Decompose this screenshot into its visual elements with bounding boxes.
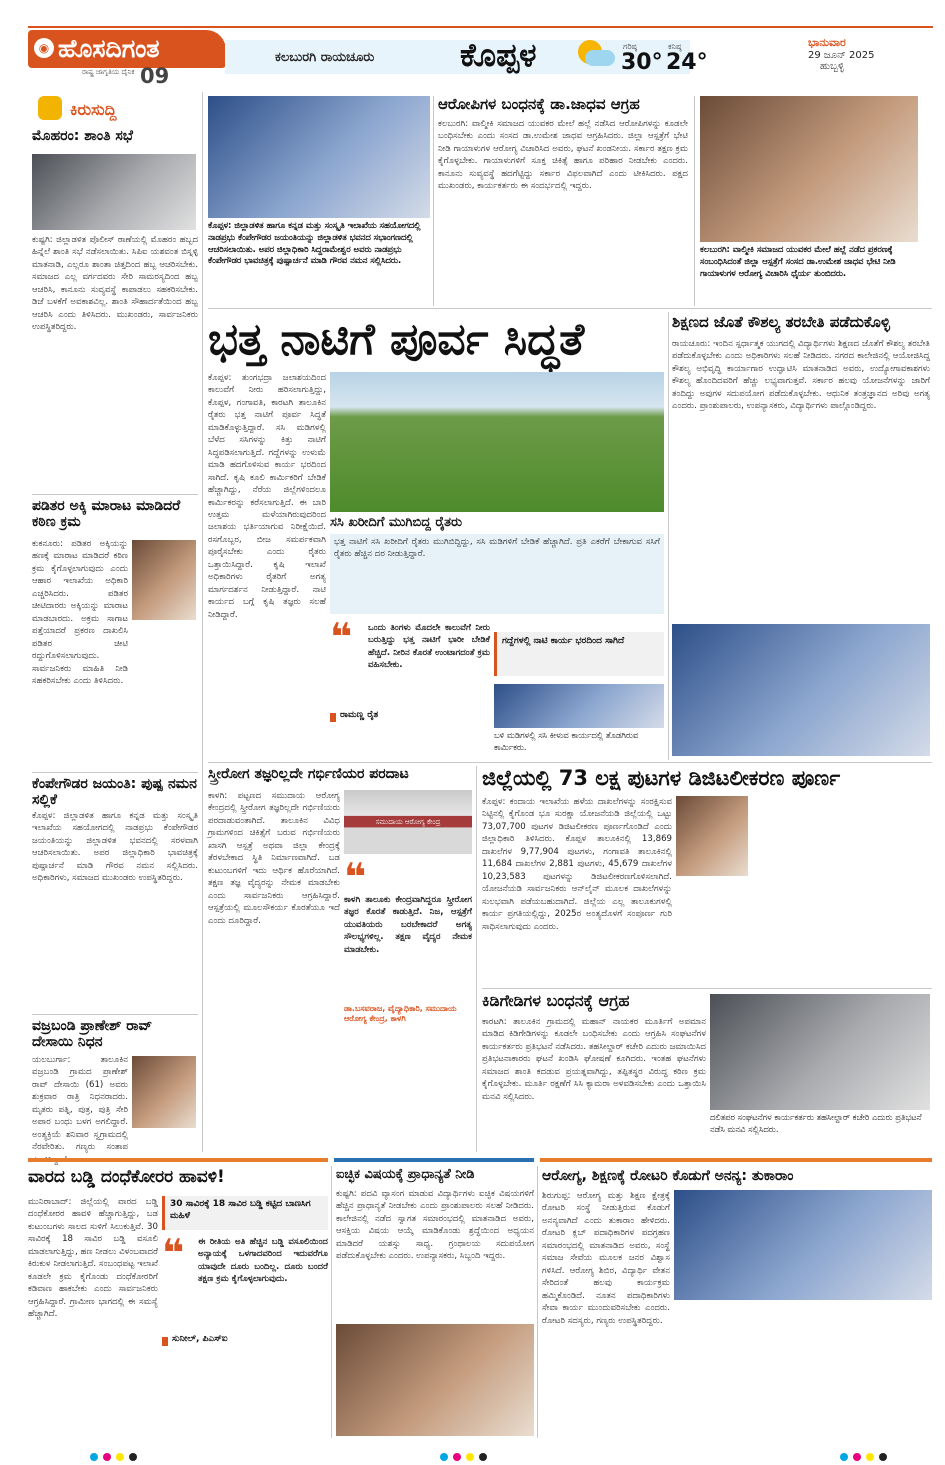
photo-caption: ಬಳಿ ಮಡಿಗಳಲ್ಲಿ ಸಸಿ ಕೀಳುವ ಕಾರ್ಯದಲ್ಲಿ ತೊಡಗಿರುವ ಕಾರ್ಮಿಕರು.	[494, 730, 664, 756]
quote-text: ಒಂದು ತಿಂಗಳು ಮೊದಲೇ ಕಾಲುವೆಗೆ ನೀರು ಬರುತ್ತಿದ್ದು ಭತ್ತ ನಾಟಿಗೆ ಭಾರೀ ಬೇಡಿಕೆ ಹೆಚ್ಚಿದೆ. ನೀರಿನ ಕೊರತೆ ಉಂಟಾಗದಂತೆ ಕ್ರಮ ವಹಿಸಬೇಕು.	[368, 623, 490, 671]
digital-story-body-cont	[752, 796, 930, 984]
arrest-story-title: ಆರೋಪಿಗಳ ಬಂಧನಕ್ಕೆ ಡಾ.ಜಾಧವ ಆಗ್ರಹ	[438, 95, 640, 113]
kidigedi-story-body: ಕಾರಟಗಿ: ತಾಲೂಕಿನ ಗ್ರಾಮದಲ್ಲಿ ಮಹಾನ್ ನಾಯಕರ ಮೂರ್ತಿಗೆ ಅಪಮಾನ ಮಾಡಿದ ಕಿಡಿಗೇಡಿಗಳನ್ನು ಕೂಡಲೇ ಬಂಧಿಸಬೇಕು ಎಂದು ಆಗ್ರಹಿಸಿ ಸಂಘಟನೆಗಳ ಕಾರ್ಯಕರ್ತರು ಪ್ರತಿಭಟನೆ ನಡೆಸಿದರು. ತಹಸೀಲ್ದಾರ್ ಕಚೇರಿ ಎದುರು ಜಮಾಯಿಸಿದ ಪ್ರತಿಭಟನಾಕಾರರು ಘಟನೆ ಖಂಡಿಸಿ ಘೋಷಣೆ ಕೂಗಿದರು. ಇಂತಹ ಘಟನೆಗಳು ಸಮಾಜದ ಶಾಂತಿ ಕದಡುವ ಪ್ರಯತ್ನವಾಗಿದ್ದು, ತಪ್ಪಿತಸ್ಥರ ವಿರುದ್ಧ ಕಠಿಣ ಕ್ರಮ ಕೈಗೊಳ್ಳಬೇಕು. ಮೂರ್ತಿ ರಕ್ಷಣೆಗೆ ಸಿಸಿ ಕ್ಯಾಮರಾ ಅಳವಡಿಸಬೇಕು ಎಂದು ಒತ್ತಾಯಿಸಿ ಮನವಿ ಸಲ್ಲಿಸಿದರು.	[482, 1017, 706, 1102]
workers-photo	[494, 684, 664, 728]
column-divider	[694, 96, 695, 306]
pill-text: 30 ಸಾವಿರಕ್ಕೆ 18 ಸಾವಿರ ಬಡ್ಡಿ ಕಟ್ಟಿದ ಬಾಣಸಿಗ ಮಹಿಳೆ	[170, 1199, 311, 1221]
brand-emblem-icon: ◉	[34, 38, 54, 58]
brand-name: ಹೊಸದಿಗಂತ	[58, 34, 160, 63]
digital-story-body: ಕೊಪ್ಪಳ: ಕಂದಾಯ ಇಲಾಖೆಯ ಹಳೆಯ ದಾಖಲೆಗಳನ್ನು ಸಂರಕ್ಷಿಸುವ ನಿಟ್ಟಿನಲ್ಲಿ ಕೈಗೊಂಡ ಭೂ ಸುರಕ್ಷಾ ಯೋಜನೆಯಡಿ ಜಿಲ್ಲೆಯಲ್ಲಿ ಒಟ್ಟು 73,07,700 ಪುಟಗಳ ಡಿಜಿಟಲೀಕರಣ ಪೂರ್ಣಗೊಂಡಿದೆ ಎಂದು ಜಿಲ್ಲಾಧಿಕಾರಿ ತಿಳಿಸಿದರು. ಕೊಪ್ಪಳ ತಾಲೂಕಿನಲ್ಲಿ 13,869 ದಾಖಲೆಗಳ 9,77,904 ಪುಟಗಳು, ಗಂಗಾವತಿ ತಾಲೂಕಿನಲ್ಲಿ 11,684 ದಾಖಲೆಗಳ 2,881 ಪುಟಗಳು, 45,679 ದಾಖಲೆಗಳ 10,23,583 ಪುಟಗಳನ್ನು ಡಿಜಿಟಲೀಕರಣಗೊಳಿಸಲಾಗಿದೆ. ಯೋಜನೆಯಡಿ ಸಾರ್ವಜನಿಕರು ಆನ್‌ಲೈನ್ ಮೂಲಕ ದಾಖಲೆಗಳನ್ನು ಸುಲಭವಾಗಿ ಪಡೆಯಬಹುದಾಗಿದೆ. ಜಿಲ್ಲೆಯ ಎಲ್ಲ ತಾಲೂಕುಗಳಲ್ಲಿ ಕಾರ್ಯ ಪ್ರಗತಿಯಲ್ಲಿದ್ದು, 2025ರ ಅಂತ್ಯದೊಳಗೆ ಸಂಪೂರ್ಣ ಗುರಿ ಸಾಧಿಸಲಾಗುವುದು ಎಂದರು.	[482, 797, 672, 932]
quote-byline	[330, 710, 490, 726]
main-story-body: ಕೊಪ್ಪಳ: ತುಂಗಭದ್ರಾ ಜಲಾಶಯದಿಂದ ಕಾಲುವೆಗೆ ನೀರು ಹರಿಸಲಾಗುತ್ತಿದ್ದು, ಕೊಪ್ಪಳ, ಗಂಗಾವತಿ, ಕಾರಟಗಿ ತಾಲೂಕಿನ ರೈತರು ಭತ್ತ ನಾಟಿಗೆ ಪೂರ್ವ ಸಿದ್ಧತೆ ಮಾಡಿಕೊಳ್ಳುತ್ತಿದ್ದಾರೆ. ಸಸಿ ಮಡಿಗಳಲ್ಲಿ ಬೆಳೆದ ಸಸಿಗಳನ್ನು ಕಿತ್ತು ನಾಟಿಗೆ ಸಿದ್ಧಪಡಿಸಲಾಗುತ್ತಿದೆ. ಗದ್ದೆಗಳನ್ನು ಉಳುಮೆ ಮಾಡಿ ಹದಗೊಳಿಸುವ ಕಾರ್ಯ ಭರದಿಂದ ಸಾಗಿದೆ. ಕೃಷಿ ಕೂಲಿ ಕಾರ್ಮಿಕರಿಗೆ ಬೇಡಿಕೆ ಹೆಚ್ಚಾಗಿದ್ದು, ನೆರೆಯ ಜಿಲ್ಲೆಗಳಿಂದಲೂ ಕಾರ್ಮಿಕರನ್ನು ಕರೆಸಲಾಗುತ್ತಿದೆ. ಈ ಬಾರಿ ಉತ್ತಮ ಮಳೆಯಾಗಿರುವುದರಿಂದ ಜಲಾಶಯ ಭರ್ತಿಯಾಗುವ ನಿರೀಕ್ಷೆಯಿದೆ. ರಸಗೊಬ್ಬರ, ಬೀಜ ಸಮರ್ಪಕವಾಗಿ ಪೂರೈಸಬೇಕು ಎಂದು ರೈತರು ಒತ್ತಾಯಿಸಿದ್ದಾರೆ. ಕೃಷಿ ಇಲಾಖೆ ಅಧಿಕಾರಿಗಳು ರೈತರಿಗೆ ಅಗತ್ಯ ಮಾರ್ಗದರ್ಶನ ನೀಡುತ್ತಿದ್ದಾರೆ. ನಾಟಿ ಕಾರ್ಯದ ಬಗ್ಗೆ ಕೃಷಿ ತಜ್ಞರು ಸಲಹೆ ನೀಡಿದ್ದಾರೆ.	[208, 373, 326, 620]
photo-title: ಸಸಿ ಖರೀದಿಗೆ ಮುಗಿಬಿದ್ದ ರೈತರು	[330, 515, 462, 530]
aichika-story-body: ಕುಷ್ಟಗಿ: ಪದವಿ ವ್ಯಾಸಂಗ ಮಾಡುವ ವಿದ್ಯಾರ್ಥಿಗಳು ಐಚ್ಛಿಕ ವಿಷಯಗಳಿಗೆ ಹೆಚ್ಚಿನ ಪ್ರಾಧಾನ್ಯತೆ ನೀಡಬೇಕು ಎಂದು ಪ್ರಾಂಶುಪಾಲರು ಸಲಹೆ ನೀಡಿದರು. ಕಾಲೇಜಿನಲ್ಲಿ ನಡೆದ ಸ್ವಾಗತ ಸಮಾರಂಭದಲ್ಲಿ ಮಾತನಾಡಿದ ಅವರು, ಆಸಕ್ತಿಯ ವಿಷಯ ಆಯ್ಕೆ ಮಾಡಿಕೊಂಡು ಶ್ರದ್ಧೆಯಿಂದ ಅಧ್ಯಯನ ಮಾಡಿದರೆ ಯಶಸ್ಸು ಸಾಧ್ಯ. ಗ್ರಂಥಾಲಯ ಸದುಪಯೋಗ ಪಡೆದುಕೊಳ್ಳಬೇಕು ಎಂದರು. ಉಪನ್ಯಾಸಕರು, ಸಿಬ್ಬಂದಿ ಇದ್ದರು.	[336, 1189, 534, 1262]
temp-max-label: ಗರಿಷ್ಠ	[623, 42, 637, 51]
quote-mark-icon: ❝	[344, 855, 367, 899]
kempegowda-photo	[208, 96, 430, 218]
rotary-story-title: ಆರೋಗ್ಯ, ಶಿಕ್ಷಣಕ್ಕೆ ರೋಟರಿ ಕೊಡುಗೆ ಅನನ್ಯ: ತುಕಾರಾಂ	[542, 1168, 794, 1184]
divider	[32, 494, 198, 495]
protest-photo	[710, 994, 930, 1110]
rotary-story-body-cont	[674, 1304, 932, 1438]
skill-workshop-photo	[672, 624, 930, 756]
main-headline: ಭತ್ತ ನಾಟಿಗೆ ಪೂರ್ವ ಸಿದ್ಧತೆ	[208, 314, 585, 365]
aichika-story-title: ಐಚ್ಛಿಕ ವಿಷಯಕ್ಕೆ ಪ್ರಾಧಾನ್ಯತೆ ನೀಡಿ	[336, 1167, 475, 1182]
issue-date: 29 ಜೂನ್ 2025	[808, 50, 875, 61]
highlight-pill	[494, 632, 664, 676]
byline-bar	[330, 713, 336, 722]
skill-story-body: ರಾಯಚೂರು: ಇಂದಿನ ಸ್ಪರ್ಧಾತ್ಮಕ ಯುಗದಲ್ಲಿ ವಿದ್ಯಾರ್ಥಿಗಳು ಶಿಕ್ಷಣದ ಜೊತೆಗೆ ಕೌಶಲ್ಯ ತರಬೇತಿ ಪಡೆದುಕೊಳ್ಳಬೇಕು ಎಂದು ಅಧಿಕಾರಿಗಳು ಸಲಹೆ ನೀಡಿದರು. ನಗರದ ಕಾಲೇಜಿನಲ್ಲಿ ಆಯೋಜಿಸಿದ್ದ ಕೌಶಲ್ಯ ಅಭಿವೃದ್ಧಿ ಕಾರ್ಯಾಗಾರ ಉದ್ಘಾಟಿಸಿ ಮಾತನಾಡಿದ ಅವರು, ಉದ್ಯೋಗಾವಕಾಶಗಳು ಕೌಶಲ್ಯ ಹೊಂದಿದವರಿಗೆ ಹೆಚ್ಚು ಲಭ್ಯವಾಗುತ್ತವೆ. ಸರ್ಕಾರ ಹಲವು ಯೋಜನೆಗಳನ್ನು ಜಾರಿಗೆ ತಂದಿದ್ದು ಅವುಗಳ ಸದುಪಯೋಗ ಪಡೆದುಕೊಳ್ಳಬೇಕು. ಆಧುನಿಕ ತಂತ್ರಜ್ಞಾನದ ಅರಿವು ಅಗತ್ಯ ಎಂದರು. ಪ್ರಾಂಶುಪಾಲರು, ಉಪನ್ಯಾಸಕರು, ವಿದ್ಯಾರ್ಥಿಗಳು ಪಾಲ್ಗೊಂಡಿದ್ದರು.	[672, 339, 930, 412]
brand-logo	[28, 30, 226, 68]
print-registration-marks	[840, 1446, 900, 1456]
brief-photo	[132, 1056, 196, 1128]
section-divider	[482, 988, 932, 989]
photo-caption: ಕೊಪ್ಪಳ: ಜಿಲ್ಲಾಡಳಿತ ಹಾಗೂ ಕನ್ನಡ ಮತ್ತು ಸಂಸ್ಕೃತಿ ಇಲಾಖೆಯ ಸಹಯೋಗದಲ್ಲಿ ನಾಡಪ್ರಭು ಕೆಂಪೇಗೌಡರ ಜಯಂತಿಯನ್ನು ಜಿಲ್ಲಾಡಳಿತ ಭವನದ ಸಭಾಂಗಣದಲ್ಲಿ ಆಚರಿಸಲಾಯಿತು. ಅಪರ ಜಿಲ್ಲಾಧಿಕಾರಿ ಸಿದ್ದರಾಮೇಶ್ವರ ಅವರು ನಾಡಪ್ರಭು ಕೆಂಪೇಗೌಡರ ಭಾವಚಿತ್ರಕ್ಕೆ ಪುಷ್ಪಾರ್ಚನೆ ಮಾಡಿ ಗೌರವ ನಮನ ಸಲ್ಲಿಸಿದರು.	[208, 220, 430, 304]
brief-title: ಮೊಹರಂ: ಶಾಂತಿ ಸಭೆ	[32, 128, 133, 144]
brief-title: ವಜ್ರಬಂಡಿ ಪ್ರಾಣೇಶ್ ರಾವ್ ದೇಸಾಯಿ ನಿಧನ	[32, 1018, 153, 1051]
quote-text: ಈ ರೀತಿಯ ಅತಿ ಹೆಚ್ಚಿನ ಬಡ್ಡಿ ವಸೂಲಿಯಿಂದ ಅನ್ಯಾಯಕ್ಕೆ ಒಳಗಾದವರಿಂದ ಇದುವರೆಗೂ ಯಾವುದೇ ದೂರು ಬಂದಿಲ್ಲ. ದೂರು ಬಂದರೆ ತಕ್ಷಣ ಕ್ರಮ ಕೈಗೊಳ್ಳಲಾಗುವುದು.	[198, 1237, 328, 1285]
hawali-story-body: ಮುನಿರಾಬಾದ್: ಜಿಲ್ಲೆಯಲ್ಲಿ ವಾರದ ಬಡ್ಡಿ ದಂಧೆಕೋರರ ಹಾವಳಿ ಹೆಚ್ಚಾಗುತ್ತಿದ್ದು, ಬಡ ಕುಟುಂಬಗಳು ಸಾಲದ ಸುಳಿಗೆ ಸಿಲುಕುತ್ತಿವೆ. 30 ಸಾವಿರಕ್ಕೆ 18 ಸಾವಿರ ಬಡ್ಡಿ ವಸೂಲಿ ಮಾಡಲಾಗುತ್ತಿದ್ದು, ಹಣ ನೀಡಲು ವಿಳಂಬವಾದರೆ ಕಿರುಕುಳ ನೀಡಲಾಗುತ್ತಿದೆ. ಸಂಬಂಧಪಟ್ಟ ಇಲಾಖೆ ಕೂಡಲೇ ಕ್ರಮ ಕೈಗೊಂಡು ದಂಧೆಕೋರರಿಗೆ ಕಡಿವಾಣ ಹಾಕಬೇಕು ಎಂದು ಸಾರ್ವಜನಿಕರು ಆಗ್ರಹಿಸಿದ್ದಾರೆ. ಗ್ರಾಮೀಣ ಭಾಗದಲ್ಲಿ ಈ ಸಮಸ್ಯೆ ಹೆಚ್ಚಾಗಿದೆ.	[28, 1197, 158, 1320]
skill-story-title: ಶಿಕ್ಷಣದ ಜೊತೆ ಕೌಶಲ್ಯ ತರಬೇತಿ ಪಡೆದುಕೊಳ್ಳಿ	[672, 313, 890, 331]
college-event-photo	[336, 1324, 534, 1436]
hospital-visit-photo	[700, 96, 918, 242]
date-block	[808, 36, 932, 82]
column-divider	[537, 1166, 538, 1438]
rotary-event-photo	[674, 1190, 932, 1300]
brief-title: ಕೆಂಪೇಗೌಡರ ಜಯಂತಿ: ಪುಷ್ಪ ನಮನ ಸಲ್ಲಿಕೆ	[32, 776, 197, 809]
centre-signboard: ಸಮುದಾಯ ಆರೋಗ್ಯ ಕೇಂದ್ರ	[375, 818, 441, 826]
divider	[32, 1014, 198, 1015]
pointing-hand-icon	[38, 96, 62, 120]
kidigedi-story-title: ಕಿಡಿಗೇಡಿಗಳ ಬಂಧನಕ್ಕೆ ಆಗ್ರಹ	[482, 991, 630, 1010]
column-divider	[476, 766, 477, 1152]
print-registration-marks	[440, 1446, 500, 1456]
byline-text: ರಾಮಣ್ಣ ರೈತ	[340, 710, 379, 720]
photo-caption: ಕಲಬುರಗಿ: ವಾಲ್ಮೀಕಿ ಸಮಾಜದ ಯುವಕರ ಮೇಲೆ ಹಲ್ಲೆ ನಡೆದ ಪ್ರಕರಣಕ್ಕೆ ಸಂಬಂಧಿಸಿದಂತೆ ಜಿಲ್ಲಾ ಆಸ್ಪತ್ರೆಗೆ ಸಂಸದ ಡಾ.ಉಮೇಶ ಜಾಧವ ಭೇಟಿ ನೀಡಿ ಗಾಯಾಳುಗಳ ಆರೋಗ್ಯ ವಿಚಾರಿಸಿ ಧೈರ್ಯ ತುಂಬಿದರು.	[700, 244, 918, 306]
quote-byline	[162, 1334, 328, 1350]
psi-quote	[162, 1231, 328, 1354]
masthead-rule	[28, 26, 933, 28]
masthead	[0, 0, 945, 88]
quote-text: ಕಾಳಗಿ ತಾಲೂಕು ಕೇಂದ್ರವಾಗಿದ್ದರೂ ಸ್ತ್ರೀರೋಗ ತಜ್ಞರ ಕೊರತೆ ಕಾಡುತ್ತಿದೆ. ನಿಜ, ಆಸ್ಪತ್ರೆಗೆ ಯುವತಿಯರು ಬರಬೇಕಾದರೆ ಅಗತ್ಯ ಸೌಲಭ್ಯಗಳಿಲ್ಲ. ತಕ್ಷಣ ವೈದ್ಯರ ನೇಮಕ ಮಾಡಬೇಕು.	[344, 895, 472, 955]
digital-story-title: ಜಿಲ್ಲೆಯಲ್ಲಿ 73 ಲಕ್ಷ ಪುಟಗಳ ಡಿಜಿಟಲೀಕರಣ ಪೂರ್ಣ	[482, 766, 841, 790]
paddy-field-photo	[330, 372, 664, 512]
brief-body: ಕೊಪ್ಪಳ: ಜಿಲ್ಲಾಡಳಿತ ಹಾಗೂ ಕನ್ನಡ ಮತ್ತು ಸಂಸ್ಕೃತಿ ಇಲಾಖೆಯ ಸಹಯೋಗದಲ್ಲಿ ನಾಡಪ್ರಭು ಕೆಂಪೇಗೌಡರ ಜಯಂತಿಯನ್ನು ಜಿಲ್ಲಾಡಳಿತ ಭವನದಲ್ಲಿ ಸರಳವಾಗಿ ಆಚರಿಸಲಾಯಿತು. ಅಪರ ಜಿಲ್ಲಾಧಿಕಾರಿ ಭಾವಚಿತ್ರಕ್ಕೆ ಪುಷ್ಪಾರ್ಚನೆ ಮಾಡಿ ಗೌರವ ನಮನ ಸಲ್ಲಿಸಿದರು. ಅಧಿಕಾರಿಗಳು, ಸಮಾಜದ ಮುಖಂಡರು ಉಪಸ್ಥಿತರಿದ್ದರು.	[32, 811, 198, 884]
health-centre-photo	[344, 790, 472, 854]
pregnant-story-body: ಕಾಳಗಿ: ಪಟ್ಟಣದ ಸಮುದಾಯ ಆರೋಗ್ಯ ಕೇಂದ್ರದಲ್ಲಿ ಸ್ತ್ರೀರೋಗ ತಜ್ಞರಿಲ್ಲದೇ ಗರ್ಭಿಣಿಯರು ಪರದಾಡುವಂತಾಗಿದೆ. ತಾಲೂಕಿನ ವಿವಿಧ ಗ್ರಾಮಗಳಿಂದ ಚಿಕಿತ್ಸೆಗೆ ಬರುವ ಗರ್ಭಿಣಿಯರು ಖಾಸಗಿ ಆಸ್ಪತ್ರೆ ಅಥವಾ ಜಿಲ್ಲಾ ಕೇಂದ್ರಕ್ಕೆ ತೆರಳಬೇಕಾದ ಸ್ಥಿತಿ ನಿರ್ಮಾಣವಾಗಿದೆ. ಬಡ ಕುಟುಂಬಗಳಿಗೆ ಇದು ಆರ್ಥಿಕ ಹೊರೆಯಾಗಿದೆ. ತಕ್ಷಣ ತಜ್ಞ ವೈದ್ಯರನ್ನು ನೇಮಕ ಮಾಡಬೇಕು ಎಂದು ಸಾರ್ವಜನಿಕರು ಆಗ್ರಹಿಸಿದ್ದಾರೆ. ಆಸ್ಪತ್ರೆಯಲ್ಲಿ ಮೂಲಸೌಕರ್ಯ ಕೊರತೆಯೂ ಇದೆ ಎಂದು ದೂರಿದ್ದಾರೆ.	[208, 791, 340, 926]
official-portrait	[676, 796, 748, 876]
section-bar	[334, 1158, 534, 1162]
byline-bar	[162, 1337, 168, 1346]
quote-mark-icon: ❝	[330, 615, 353, 659]
section-divider	[208, 308, 932, 309]
temp-min-label: ಕನಿಷ್ಠ	[668, 42, 682, 51]
column-divider	[433, 96, 434, 306]
cloud-icon	[585, 50, 615, 66]
edition-cities: ಕಲಬುರಗಿ ರಾಯಚೂರು	[275, 50, 375, 65]
doctor-quote	[344, 855, 472, 1034]
arrest-story-body: ಕಲಬುರಗಿ: ವಾಲ್ಮೀಕಿ ಸಮಾಜದ ಯುವಕರ ಮೇಲೆ ಹಲ್ಲೆ ನಡೆಸಿದ ಆರೋಪಿಗಳನ್ನು ಕೂಡಲೇ ಬಂಧಿಸಬೇಕು ಎಂದು ಸಂಸದ ಡಾ.ಉಮೇಶ ಜಾಧವ ಆಗ್ರಹಿಸಿದರು. ಜಿಲ್ಲಾ ಆಸ್ಪತ್ರೆಗೆ ಭೇಟಿ ನೀಡಿ ಗಾಯಾಳುಗಳ ಆರೋಗ್ಯ ವಿಚಾರಿಸಿದ ಅವರು, ಘಟನೆ ಖಂಡನೀಯ. ಸರ್ಕಾರ ತಕ್ಷಣ ಕ್ರಮ ಕೈಗೊಳ್ಳಬೇಕು. ಗಾಯಾಳುಗಳಿಗೆ ಸೂಕ್ತ ಚಿಕಿತ್ಸೆ ಹಾಗೂ ಪರಿಹಾರ ನೀಡಬೇಕು ಎಂದರು. ಕಾನೂನು ಸುವ್ಯವಸ್ಥೆ ಹದಗೆಟ್ಟಿದ್ದು ಸರ್ಕಾರ ವಿಫಲವಾಗಿದೆ ಎಂದು ಟೀಕಿಸಿದರು. ಪಕ್ಷದ ಮುಖಂಡರು, ಕಾರ್ಯಕರ್ತರು ಈ ಸಂದರ್ಭದಲ್ಲಿ ಇದ್ದರು.	[438, 119, 688, 192]
brief-title: ಪಡಿತರ ಅಕ್ಕಿ ಮಾರಾಟ ಮಾಡಿದರೆ ಕಠಿಣ ಕ್ರಮ	[32, 498, 181, 531]
pill-text: ಗದ್ದೆಗಳಲ್ಲಿ ನಾಟಿ ಕಾರ್ಯ ಭರದಿಂದ ಸಾಗಿದೆ	[502, 636, 625, 646]
pregnant-story-body-cont	[344, 1036, 472, 1150]
quote-mark-icon: ❝	[162, 1231, 185, 1275]
rotary-story-body: ಶಿರುಗುಪ್ಪ: ಆರೋಗ್ಯ ಮತ್ತು ಶಿಕ್ಷಣ ಕ್ಷೇತ್ರಕ್ಕೆ ರೋಟರಿ ಸಂಸ್ಥೆ ನೀಡುತ್ತಿರುವ ಕೊಡುಗೆ ಅನನ್ಯವಾಗಿದೆ ಎಂದು ತುಕಾರಾಂ ಹೇಳಿದರು. ರೋಟರಿ ಕ್ಲಬ್ ಪದಾಧಿಕಾರಿಗಳ ಪದಗ್ರಹಣ ಸಮಾರಂಭದಲ್ಲಿ ಮಾತನಾಡಿದ ಅವರು, ಸಂಸ್ಥೆ ಸಮಾಜ ಸೇವೆಯ ಮೂಲಕ ಜನರ ವಿಶ್ವಾಸ ಗಳಿಸಿದೆ. ಆರೋಗ್ಯ ಶಿಬಿರ, ವಿದ್ಯಾರ್ಥಿ ವೇತನ ಸೇರಿದಂತೆ ಹಲವು ಕಾರ್ಯಕ್ರಮ ಹಮ್ಮಿಕೊಂಡಿದೆ. ನೂತನ ಪದಾಧಿಕಾರಿಗಳು ಸೇವಾ ಕಾರ್ಯ ಮುಂದುವರಿಸಬೇಕು ಎಂದರು. ರೋಟರಿ ಸದಸ್ಯರು, ಗಣ್ಯರು ಉಪಸ್ಥಿತರಿದ್ದರು.	[542, 1191, 670, 1326]
byline-text: ಸುನೀಲ್, ಪಿಎಸ್ಐ	[172, 1334, 228, 1344]
temp-min: 24°	[666, 50, 708, 75]
brief-body: ಕುಷ್ಟಗಿ: ಜಿಲ್ಲಾಡಳಿತ ಪೊಲೀಸ್ ಠಾಣೆಯಲ್ಲಿ ಮೊಹರಂ ಹಬ್ಬದ ಹಿನ್ನೆಲೆ ಶಾಂತಿ ಸಭೆ ನಡೆಸಲಾಯಿತು. ಸಿಪಿಐ ಯಶವಂತ ಬಿಸ್ನಳ್ಳಿ ಮಾತನಾಡಿ, ಎಲ್ಲರೂ ಶಾಂತಾ ಚಿತ್ತದಿಂದ ಹಬ್ಬ ಆಚರಿಸಬೇಕು. ಸಮಾಜದ ಎಲ್ಲ ವರ್ಗದವರು ಸೇರಿ ಸಾಮರಸ್ಯದಿಂದ ಹಬ್ಬ ಆಚರಿಸಿ, ಕಾನೂನು ಸುವ್ಯವಸ್ಥೆ ಕಾಪಾಡಲು ಸಹಕರಿಸಬೇಕು. ಡಿಜೆ ಬಳಕೆಗೆ ಅವಕಾಶವಿಲ್ಲ. ಶಾಂತಿ ಸೌಹಾರ್ದತೆಯಿಂದ ಹಬ್ಬ ಆಚರಿಸಿ ಎಂದು ತಿಳಿಸಿದರು. ಮುಖಂಡರು, ಸಾರ್ವಜನಿಕರು ಉಪಸ್ಥಿತರಿದ್ದರು.	[32, 235, 198, 333]
page-number: 09	[140, 64, 170, 88]
section-divider	[208, 762, 932, 763]
brief-body: ಯಲಬುರ್ಗಾ: ತಾಲೂಕಿನ ವಜ್ರಬಂಡಿ ಗ್ರಾಮದ ಪ್ರಾಣೇಶ್ ರಾವ್ ದೇಸಾಯಿ (61) ಅವರು ಶುಕ್ರವಾರ ರಾತ್ರಿ ನಿಧನರಾದರು. ಮೃತರು ಪತ್ನಿ, ಪುತ್ರ, ಪುತ್ರಿ ಸೇರಿ ಅಪಾರ ಬಂಧು ಬಳಗ ಅಗಲಿದ್ದಾರೆ. ಅಂತ್ಯಕ್ರಿಯೆ ಶನಿವಾರ ಸ್ವಗ್ರಾಮದಲ್ಲಿ ನೆರವೇರಿತು. ಗಣ್ಯರು ಸಂತಾಪ	[32, 1055, 128, 1153]
brand-tagline: ರಾಷ್ಟ್ರ ಜಾಗೃತಿಯ ದೈನಿಕ	[82, 68, 135, 76]
hawali-story-body-cont	[162, 1358, 328, 1438]
hawali-story-title: ವಾರದ ಬಡ್ಡಿ ದಂಧೆಕೋರರ ಹಾವಳಿ!	[28, 1167, 225, 1187]
issue-place: ಹುಬ್ಬಳ್ಳಿ	[820, 61, 845, 72]
photo-caption: ದಲಿತಪರ ಸಂಘಟನೆಗಳ ಕಾರ್ಯಕರ್ತರು ತಹಸೀಲ್ದಾರ್ ಕಚೇರಿ ಎದುರು ಪ್ರತಿಭಟನೆ ನಡೆಸಿ ಮನವಿ ಸಲ್ಲಿಸಿದರು.	[710, 1112, 930, 1152]
day-name: ಭಾನುವಾರ	[808, 36, 846, 49]
photo-caption: ಭತ್ತ ನಾಟಿಗೆ ಸಸಿ ಖರೀದಿಗೆ ರೈತರು ಮುಗಿಬಿದ್ದಿದ್ದು, ಸಸಿ ಮಡಿಗಳಿಗೆ ಬೇಡಿಕೆ ಹೆಚ್ಚಾಗಿದೆ. ಪ್ರತಿ ಎಕರೆಗೆ ಬೇಕಾಗುವ ಸಸಿಗೆ ರೈತರು ಹೆಚ್ಚಿನ ದರ ನೀಡುತ್ತಿದ್ದಾರೆ.	[330, 534, 664, 614]
brief-photo	[32, 154, 196, 230]
column-divider	[331, 1166, 332, 1438]
kirusuddi-label: ಕಿರುಸುದ್ದಿ	[70, 100, 117, 119]
column-divider	[668, 312, 669, 760]
kirusuddi-column	[28, 92, 200, 1152]
print-registration-marks	[90, 1446, 150, 1456]
farmer-quote	[330, 615, 490, 728]
highlight-pill	[162, 1196, 328, 1230]
edition-name: ಕೊಪ್ಪಳ	[460, 36, 537, 74]
pregnant-story-title: ಸ್ತ್ರೀರೋಗ ತಜ್ಞರಿಲ್ಲದೇ ಗರ್ಭಿಣಿಯರ ಪರದಾಟ	[208, 766, 409, 782]
section-bar	[540, 1158, 932, 1162]
quote-byline: ಡಾ.ಬಸವರಾಜ, ವೈದ್ಯಾಧಿಕಾರಿ, ಸಮುದಾಯ ಆರೋಗ್ಯ ಕೇಂದ್ರ, ಕಾಳಗಿ	[344, 1004, 457, 1023]
section-bar	[28, 1158, 328, 1162]
column-divider	[202, 92, 203, 1152]
divider	[32, 772, 198, 773]
temp-max: 30°	[621, 50, 663, 75]
brief-body: ಕುಕನೂರು: ಪಡಿತರ ಅಕ್ಕಿಯನ್ನು ಹಣಕ್ಕೆ ಮಾರಾಟ ಮಾಡಿದರೆ ಕಠಿಣ ಕ್ರಮ ಕೈಗೊಳ್ಳಲಾಗುವುದು ಎಂದು ಆಹಾರ ಇಲಾಖೆಯ ಅಧಿಕಾರಿ ಎಚ್ಚರಿಸಿದರು. ಪಡಿತರ ಚೀಟಿದಾರರು ಅಕ್ಕಿಯನ್ನು ಮಾರಾಟ ಮಾಡಬಾರದು. ಅಕ್ರಮ ಸಾಗಾಟ ಪತ್ತೆಯಾದರೆ ಪ್ರಕರಣ ದಾಖಲಿಸಿ ಪಡಿತರ ಚೀಟಿ ರದ್ದುಗೊಳಿಸಲಾಗುವುದು. ಸಾರ್ವಜನಿಕರು ಮಾಹಿತಿ ನೀಡಿ ಸಹಕರಿಸಬೇಕು ಎಂದು ತಿಳಿಸಿದರು.	[32, 539, 128, 686]
brief-photo	[132, 540, 196, 620]
